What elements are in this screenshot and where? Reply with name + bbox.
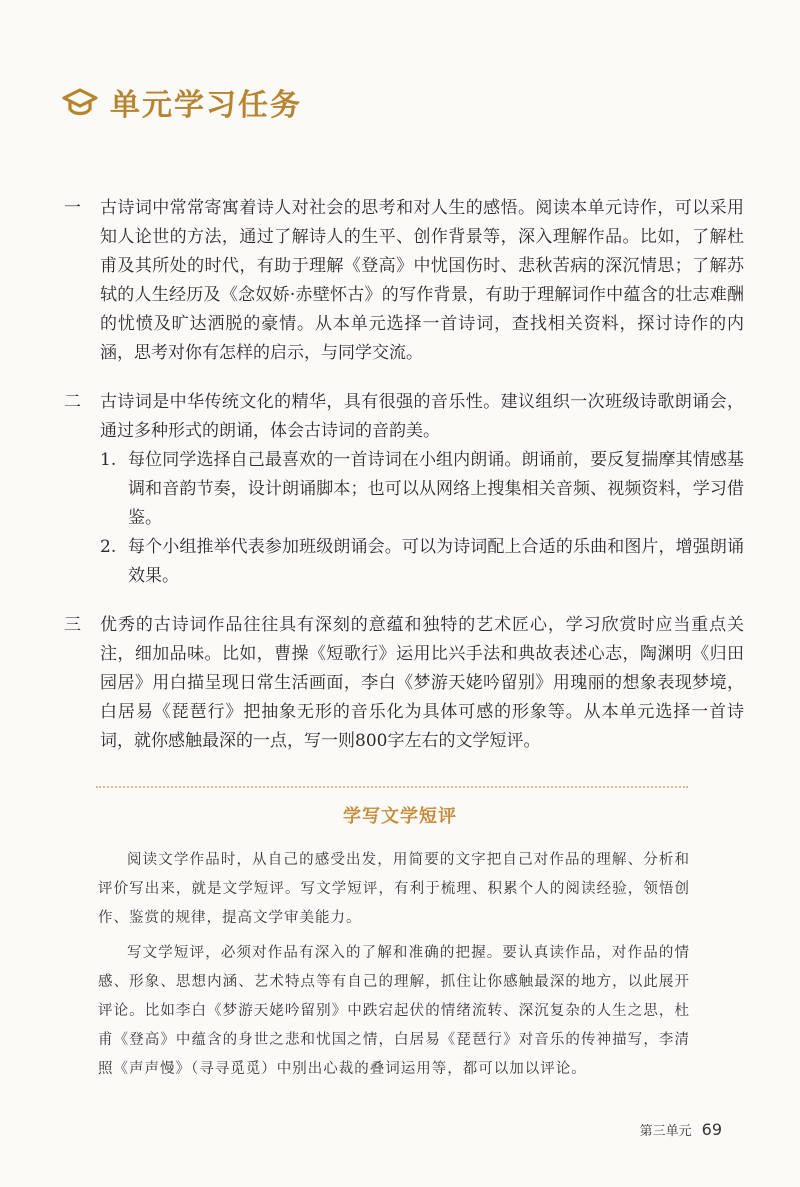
task-number: 二 — [64, 392, 81, 412]
guide-title: 学写文学短评 — [343, 806, 457, 827]
unit-label: 第三单元 — [639, 1124, 692, 1139]
task-text: 古诗词中常常寄寓着诗人对社会的思考和对人生的感悟。阅读本单元诗作，可以采用知人论世的方法，通过了解诗人的生平、创作背景等，深入理解作品。比如，了解杜甫及其所处的时代，有助于理解《登高》中忧国伤时、悲秋苦病的深沉情思；了解苏轼的人生经历及《念奴娇·赤壁怀古》的写作背景，有助于理解词作中蕴含的壮志难酬的忧愤及旷达洒脱的豪情。从本单元选择一首诗词，查找相关资料，探讨诗作的内涵，思考对你有怎样的启示，与同学交流。 — [100, 198, 744, 363]
task-item — [64, 611, 744, 756]
guide-paragraph: 阅读文学作品时，从自己的感受出发，用简要的文字把自己对作品的理解、分析和评价写出来，就是文学短评。写文学短评，有利于梳理、积累个人的阅读经验，领悟创作、鉴赏的规律，提高文学审美能力。 — [98, 852, 690, 926]
sub-task-number: 1. — [100, 450, 117, 470]
page-footer — [640, 1120, 722, 1139]
guide-paragraph: 写文学短评，必须对作品有深入的了解和准确的把握。要认真读作品，对作品的情感、形象、思想内涵、艺术特点等有自己的理解，抓住让你感触最深的地方，以此展开评论。比如李白《梦游天姥吟留别》中跌宕起伏的情绪流转、深沉复杂的人生之思，杜甫《登高》中蕴含的身世之悲和忧国之情，白居易《琵琶行》对音乐的传神描写，李清照《声声慢》（寻寻觅觅）中别出心裁的叠词运用等，都可以加以评论。 — [98, 945, 690, 1077]
sub-task-text: 每个小组推举代表参加班级朗诵会。可以为诗词配上合适的乐曲和图片，增强朗诵效果。 — [128, 537, 744, 586]
guide-section — [98, 846, 690, 1090]
task-text: 优秀的古诗词作品往往具有深刻的意蕴和独特的艺术匠心，学习欣赏时应当重点关注，细加品味。比如，曹操《短歌行》运用比兴手法和典故表述心志，陶渊明《归田园居》用白描呈现日常生活画面，李白《梦游天姥吟留别》用瑰丽的想象表现梦境，白居易《琵琶行》把抽象无形的音乐化为具体可感的形象等。从本单元选择一首诗词，就你感触最深的一点，写一则800字左右的文学短评。 — [100, 615, 744, 751]
sub-task-list — [100, 446, 744, 591]
task-text: 古诗词是中华传统文化的精华，具有很强的音乐性。建议组织一次班级诗歌朗诵会，通过多种形式的朗诵，体会古诗词的音韵美。 — [100, 392, 744, 441]
sub-task-item — [100, 533, 744, 591]
task-item — [64, 194, 744, 368]
page-number: 69 — [701, 1120, 722, 1139]
graduation-cap-icon — [62, 87, 98, 117]
page-title: 单元学习任务 — [110, 88, 302, 123]
task-number: 一 — [64, 198, 81, 218]
dotted-divider — [96, 786, 688, 788]
sub-task-number: 2. — [100, 537, 117, 557]
sub-task-item — [100, 446, 744, 533]
task-item — [64, 388, 744, 591]
sub-task-text: 每位同学选择自己最喜欢的一首诗词在小组内朗诵。朗诵前，要反复揣摩其情感基调和音韵节奏，设计朗诵脚本；也可以从网络上搜集相关音频、视频资料，学习借鉴。 — [128, 450, 744, 528]
task-number: 三 — [64, 615, 81, 635]
task-list — [64, 194, 744, 776]
section-header — [62, 80, 302, 124]
